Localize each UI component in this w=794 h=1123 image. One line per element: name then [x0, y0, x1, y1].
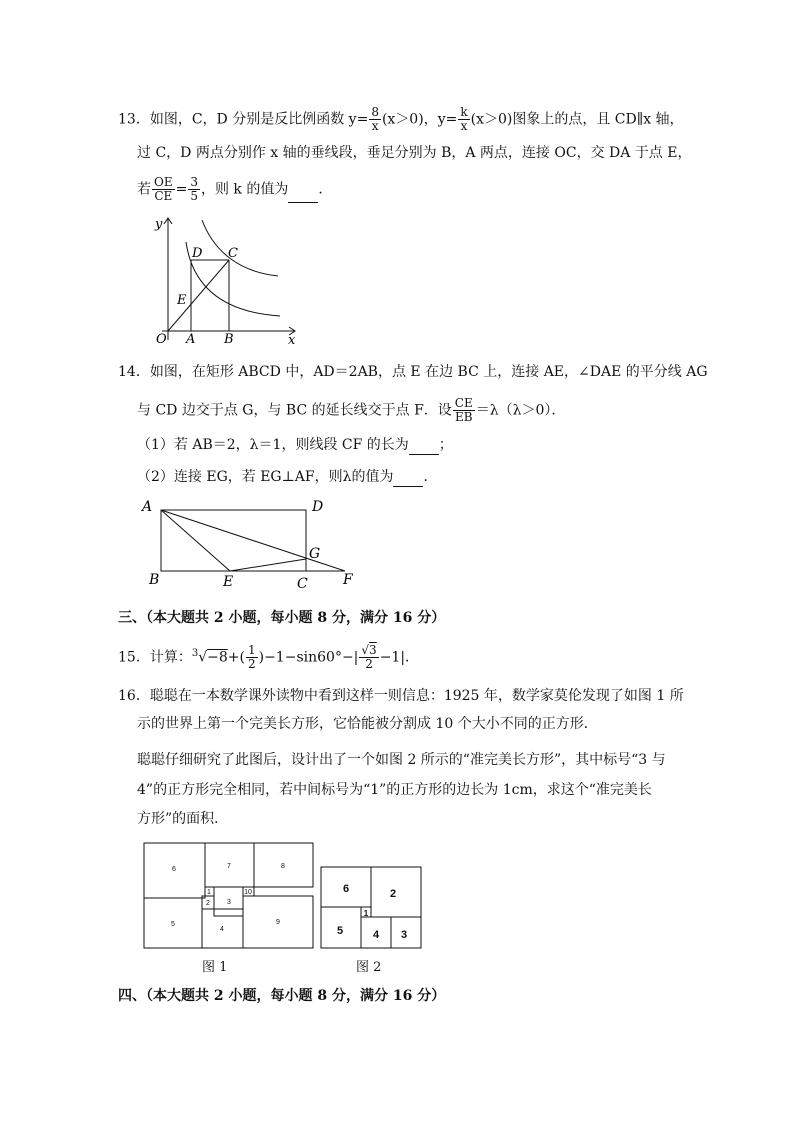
section-3-heading: 三、（本大题共 2 小题，每小题 8 分，满分 16 分） — [118, 610, 446, 626]
q14-sub2-answer-blank[interactable] — [393, 472, 423, 487]
q13-func2-den: x — [460, 119, 468, 133]
fig1-label-7: 7 — [227, 863, 231, 870]
q13-ratio-den: CE — [154, 189, 173, 203]
q15-sqrt3-num: √3 — [361, 643, 377, 658]
q14-ratio-fraction — [453, 397, 475, 424]
q14-text-b: 与 CD 边交于点 G，与 BC 的延长线交于点 F．设 — [137, 402, 452, 419]
q13-func2-cond: (x＞0)图象上的点，且 CD∥x 轴， — [470, 111, 684, 128]
q13-func1-num: 8 — [371, 105, 379, 119]
q14-number: 14． — [118, 364, 150, 380]
q15-sqrt3-radicand: 3 — [369, 643, 377, 658]
q13-equals: = — [175, 181, 188, 198]
q14-sub1-answer-blank[interactable] — [409, 440, 439, 455]
q14-text-c: ＝λ（λ＞0）． — [475, 402, 566, 419]
q15-prefix: 计算： — [149, 649, 192, 666]
q13-ratio-fraction — [152, 176, 175, 203]
q16-line2: 示的世界上第一个完美长方形，它恰能被分割成 10 个大小不同的正方形． — [137, 716, 598, 732]
q16-line4: 4”的正方形完全相同，若中间标号为“1”的正方形的边长为 1cm，求这个“准完美长 — [137, 782, 652, 798]
q13-label-B: B — [224, 332, 234, 347]
q16-line1 — [118, 686, 684, 706]
q14-line1 — [118, 362, 708, 382]
q14-sub2-end: ． — [423, 469, 438, 485]
q15-line — [118, 643, 419, 671]
fig1-label-5: 5 — [171, 921, 175, 928]
q13-func2-num: k — [460, 105, 468, 119]
q13-label-D: D — [192, 246, 203, 261]
fig2-label-1: 1 — [363, 909, 369, 918]
fig1-label-2: 2 — [206, 900, 210, 907]
q14-sub1-end: ； — [438, 437, 453, 453]
q14-sub1 — [137, 435, 453, 455]
q15-radicand: −8 — [207, 649, 228, 666]
q14-text-a: 如图，在矩形 ABCD 中，AD＝2AB，点 E 在边 BC 上，连接 AE，∠DAE 的平分线 AG — [149, 364, 708, 380]
q13-label-A: A — [186, 332, 196, 347]
section-4-heading: 四、（本大题共 2 小题，每小题 8 分，满分 16 分） — [118, 988, 446, 1004]
q15-sqrt3-fraction — [359, 644, 378, 671]
q16-line3: 聪聪仔细研究了此图后，设计出了一个如图 2 所示的“准完美长方形”，其中标号“3 与 — [137, 752, 666, 768]
fig1-label-8: 8 — [281, 863, 285, 870]
fig1-label-4: 4 — [220, 926, 224, 933]
q14-line2 — [137, 397, 565, 424]
q15-half-fraction — [246, 644, 258, 671]
q14-segment-AE — [161, 510, 230, 571]
fig2-label-2: 2 — [389, 888, 397, 900]
q15-tail: −1|． — [379, 649, 420, 666]
q13-func2-prefix: y= — [437, 111, 458, 128]
q13-text-a: 如图，C，D 分别是反比例函数 — [149, 111, 349, 128]
q16-figure-1 — [143, 842, 315, 950]
q14-segment-EG — [230, 559, 306, 571]
q13-func2-fraction — [458, 106, 469, 133]
q13-curve-ykx — [202, 220, 278, 276]
q14-label-B: B — [149, 572, 160, 588]
q13-line1 — [118, 106, 684, 133]
fig2-label-6: 6 — [342, 883, 350, 895]
q15-number: 15． — [118, 649, 150, 666]
fig2-label-5: 5 — [336, 925, 344, 937]
fig1-label-6: 6 — [172, 866, 176, 873]
q14-label-G: G — [309, 546, 321, 562]
q14-label-F: F — [343, 572, 353, 588]
fig1-label-10: 10 — [244, 889, 252, 896]
q15-plus: +( — [227, 649, 245, 666]
q15-sqrt3-den: 2 — [365, 657, 373, 672]
q16-number: 16． — [118, 688, 150, 704]
q16-figure-1-caption: 图 1 — [202, 960, 228, 975]
q13-if: 若 — [137, 181, 151, 198]
fig1-label-1: 1 — [207, 889, 211, 896]
q14-label-C: C — [297, 576, 308, 592]
q14-label-D: D — [312, 499, 324, 515]
q15-sin: −sin60°−| — [284, 649, 359, 666]
q15-exponent: )−1 — [258, 649, 285, 666]
fig2-label-3: 3 — [400, 929, 408, 941]
fig2-label-4: 4 — [372, 929, 380, 941]
q13-func1-den: x — [371, 119, 379, 133]
q14-ratio-num: CE — [454, 396, 473, 410]
q15-root-index: 3 — [191, 648, 199, 659]
q13-then: ，则 k 的值为 — [200, 181, 289, 198]
q14-figure — [140, 496, 370, 592]
q13-line2: 过 C，D 两点分别作 x 轴的垂线段，垂足分别为 B，A 两点，连接 OC，交 DA 于点 E， — [137, 145, 692, 161]
q13-figure — [140, 212, 305, 347]
q13-label-E: E — [177, 293, 187, 308]
q16-line5: 方形”的面积． — [137, 811, 229, 827]
q16-text-1: 聪聪在一本数学课外读物中看到这样一则信息：1925 年，数学家莫伦发现了如图 1 所 — [149, 688, 684, 704]
q13-value-fraction — [188, 176, 200, 203]
q14-rectangle-ABCD — [161, 510, 306, 571]
q14-label-E: E — [223, 574, 234, 590]
q13-func1-fraction — [369, 106, 381, 133]
q16-figure-2-caption: 图 2 — [356, 960, 382, 975]
q13-value-num: 3 — [190, 175, 198, 189]
q13-ratio-num: OE — [154, 175, 173, 189]
q15-radical: √−8 — [198, 649, 228, 666]
q14-ratio-den: EB — [454, 410, 473, 424]
q13-func1-cond: (x＞0)， — [381, 111, 438, 128]
q13-label-y: y — [155, 217, 163, 232]
q13-value-den: 5 — [190, 189, 198, 203]
q13-line3 — [137, 176, 332, 203]
q14-sub2 — [137, 467, 437, 487]
q13-period: ． — [318, 181, 333, 198]
q13-label-C: C — [228, 246, 238, 261]
q14-label-A: A — [142, 499, 153, 515]
fig1-label-9: 9 — [276, 919, 280, 926]
q14-sub2-text: （2）连接 EG，若 EG⊥AF，则λ的值为 — [137, 469, 394, 485]
fig1-label-3: 3 — [227, 899, 231, 906]
q13-func1-prefix: y= — [348, 111, 369, 128]
q13-label-O: O — [156, 332, 167, 347]
q15-half-num: 1 — [247, 643, 256, 658]
q13-answer-blank[interactable] — [288, 188, 318, 203]
q16-figure-2 — [320, 866, 424, 950]
q13-number: 13． — [118, 111, 150, 128]
q15-half-den: 2 — [247, 657, 256, 672]
q13-label-x: x — [288, 333, 296, 347]
q14-sub1-text: （1）若 AB＝2，λ＝1，则线段 CF 的长为 — [137, 437, 409, 453]
